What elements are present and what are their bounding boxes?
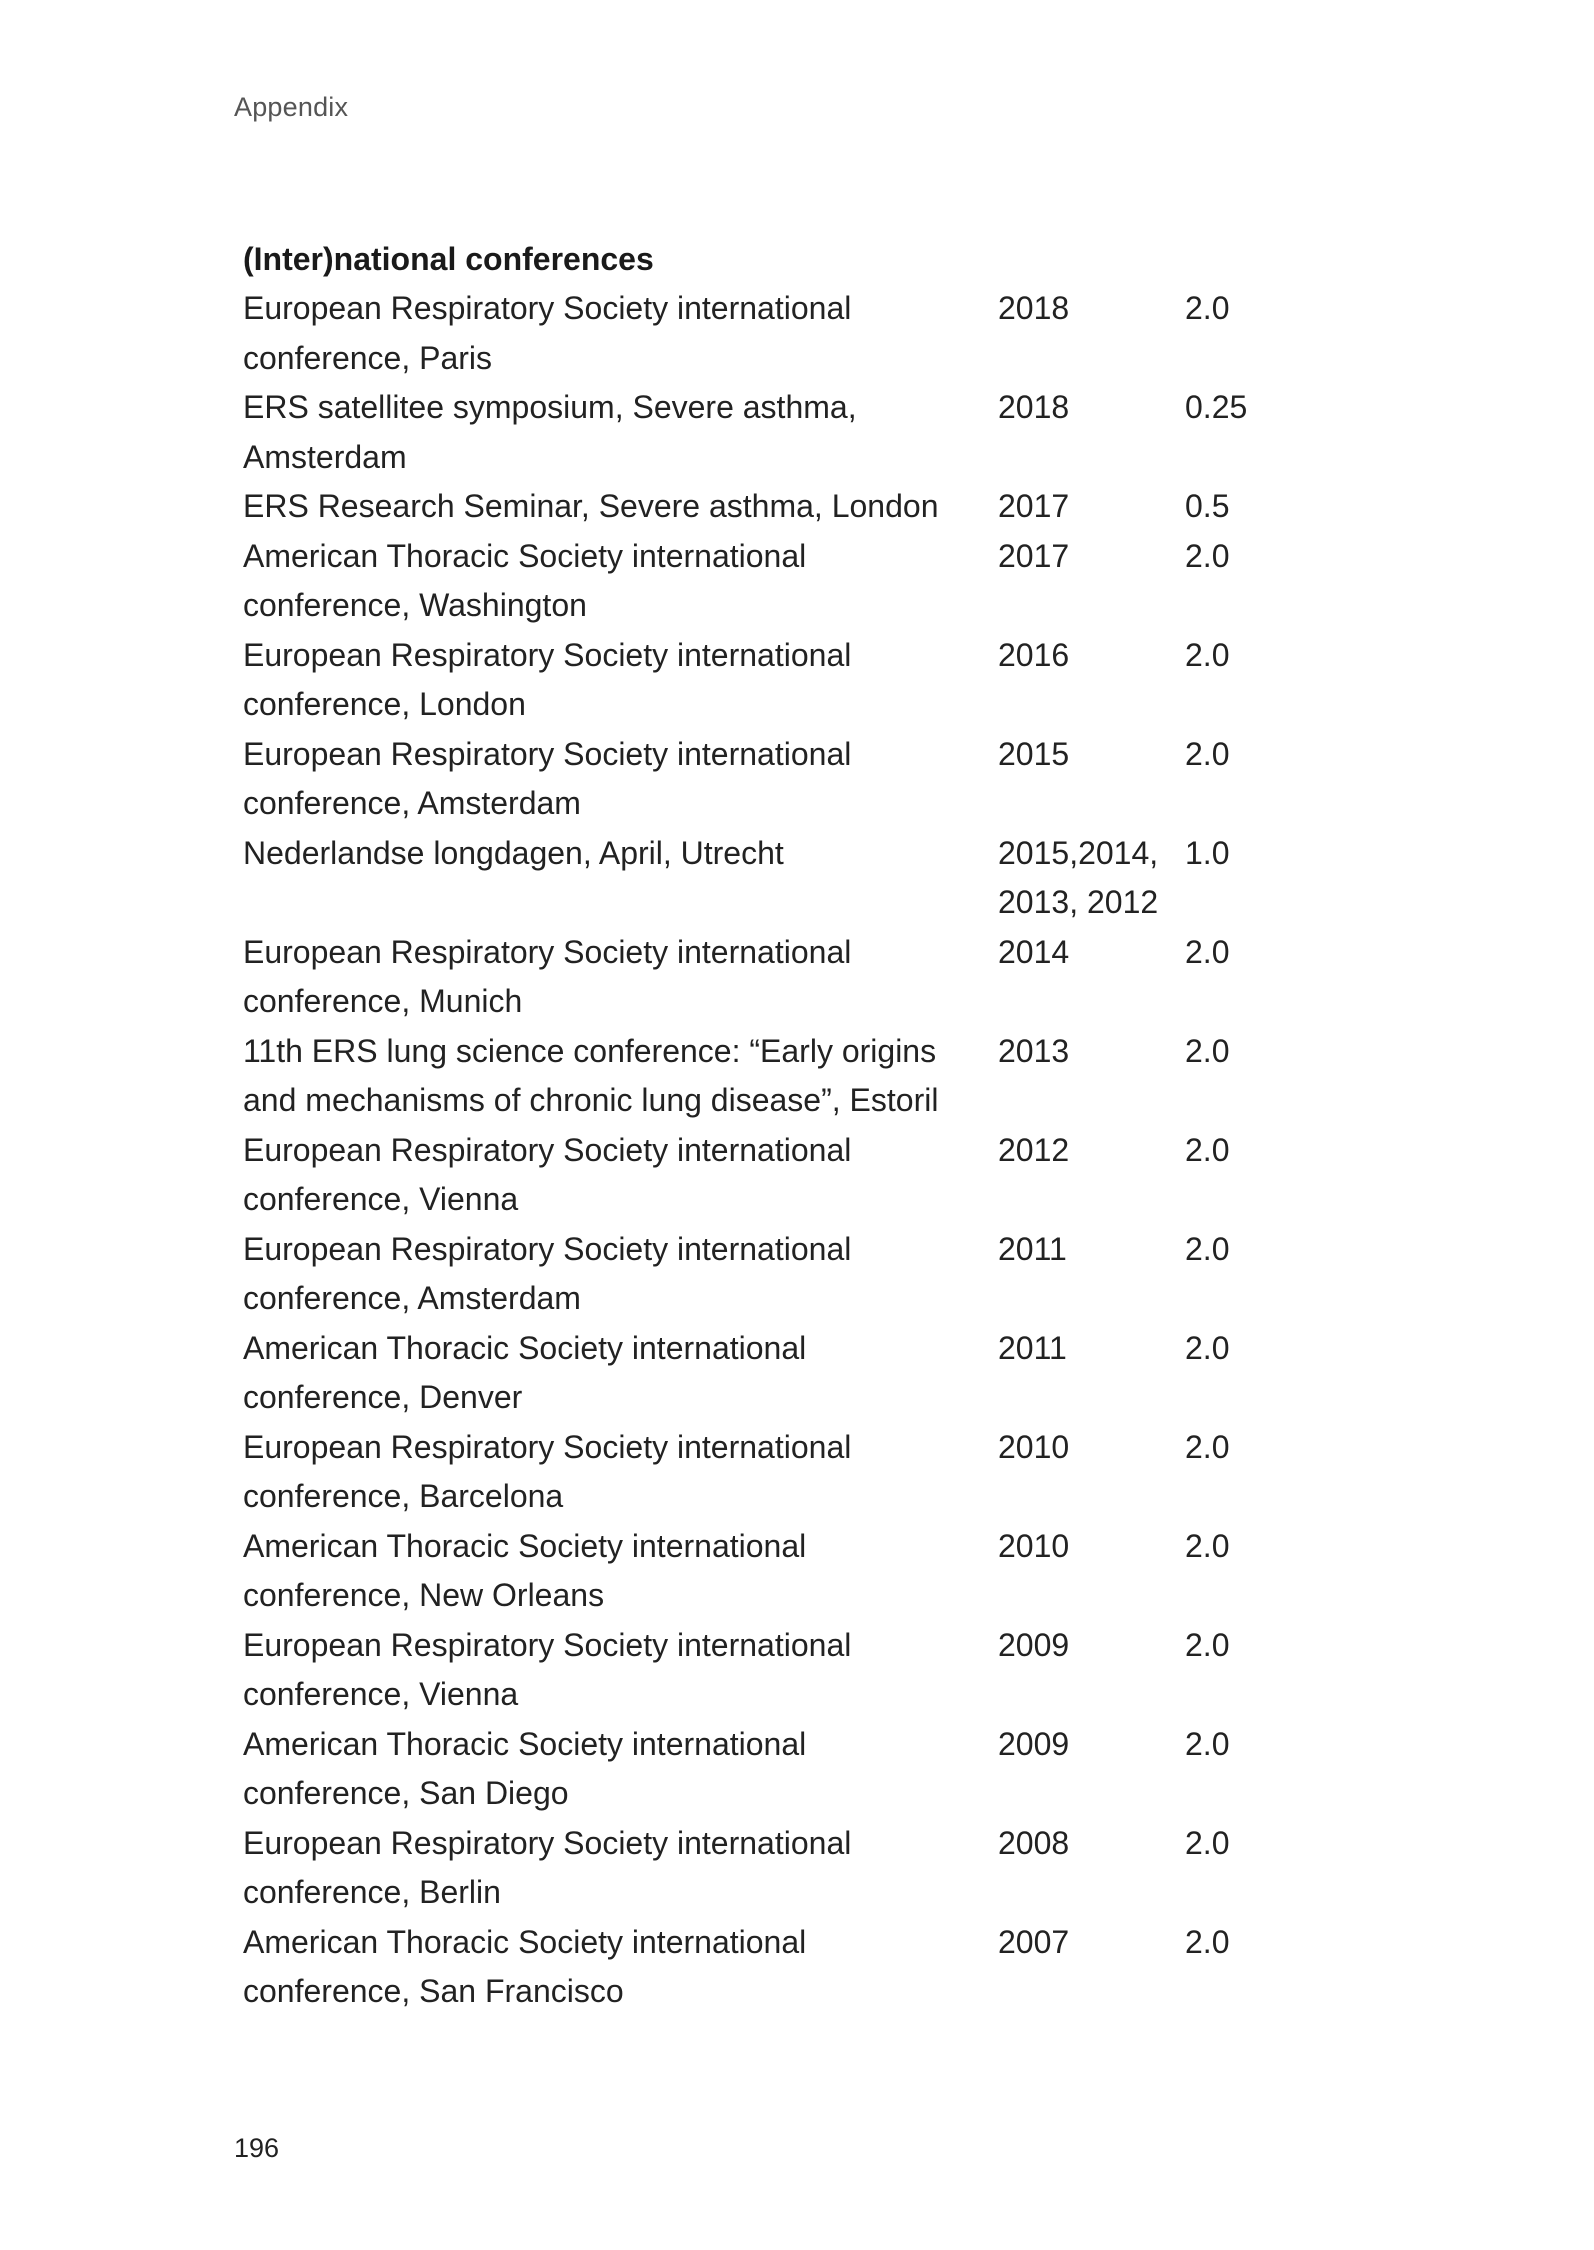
section-title: (Inter)national conferences bbox=[243, 241, 654, 277]
conference-ects: 2.0 bbox=[1185, 537, 1230, 574]
conference-ects: 2.0 bbox=[1185, 1923, 1230, 1960]
conference-ects: 2.0 bbox=[1185, 1230, 1230, 1267]
conference-year: 2010 bbox=[998, 1428, 1070, 1465]
conference-row bbox=[243, 482, 1343, 532]
conference-title: American Thoracic Society international conference, Denver bbox=[243, 1329, 807, 1415]
conference-ects: 2.0 bbox=[1185, 735, 1230, 772]
conference-title: 11th ERS lung science conference: “Early origins and mechanisms of chronic lung disease”, Estoril bbox=[243, 1032, 939, 1118]
conference-title: American Thoracic Society international conference, San Diego bbox=[243, 1725, 807, 1811]
conference-year: 2007 bbox=[998, 1923, 1070, 1960]
conference-title: ERS satellitee symposium, Severe asthma, Amsterdam bbox=[243, 389, 857, 475]
conference-year: 2008 bbox=[998, 1824, 1070, 1861]
conference-ects: 2.0 bbox=[1185, 1032, 1230, 1069]
conference-year: 2009 bbox=[998, 1626, 1070, 1663]
conference-ects: 2.0 bbox=[1185, 290, 1230, 326]
conference-row bbox=[243, 829, 1343, 928]
conference-year: 2017 bbox=[998, 488, 1070, 524]
conference-year: 2017 bbox=[998, 537, 1070, 574]
conference-title: European Respiratory Society international conference, Paris bbox=[243, 290, 852, 376]
conference-year: 2009 bbox=[998, 1725, 1070, 1762]
conference-title: European Respiratory Society international conference, Munich bbox=[243, 933, 852, 1019]
conference-row bbox=[243, 730, 1343, 829]
conference-ects: 2.0 bbox=[1185, 1428, 1230, 1465]
conference-row bbox=[243, 383, 1343, 482]
conference-year: 2016 bbox=[998, 636, 1070, 673]
conference-ects: 2.0 bbox=[1185, 1725, 1230, 1762]
conference-year: 2011 bbox=[998, 1230, 1067, 1267]
conference-title: Nederlandse longdagen, April, Utrecht bbox=[243, 834, 784, 871]
conference-ects: 0.25 bbox=[1185, 389, 1248, 425]
conference-year: 2015 bbox=[998, 735, 1070, 772]
conference-row bbox=[243, 1324, 1343, 1423]
conference-row bbox=[243, 1621, 1343, 1720]
conference-ects: 2.0 bbox=[1185, 1527, 1230, 1564]
conference-year: 2018 bbox=[998, 389, 1070, 425]
conference-row bbox=[243, 284, 1343, 383]
conference-row bbox=[243, 631, 1343, 730]
conference-row bbox=[243, 1720, 1343, 1819]
conference-row bbox=[243, 532, 1343, 631]
conference-ects: 2.0 bbox=[1185, 636, 1230, 673]
conference-title: European Respiratory Society international conference, Barcelona bbox=[243, 1428, 852, 1514]
conference-ects: 2.0 bbox=[1185, 1329, 1230, 1366]
conference-year: 2012 bbox=[998, 1131, 1070, 1168]
conferences-section bbox=[243, 234, 1343, 2017]
conference-year: 2010 bbox=[998, 1527, 1070, 1564]
conference-title: European Respiratory Society international conference, Amsterdam bbox=[243, 735, 852, 821]
conference-title: European Respiratory Society international conference, Vienna bbox=[243, 1626, 852, 1712]
conference-ects: 0.5 bbox=[1185, 488, 1230, 524]
conference-ects: 1.0 bbox=[1185, 834, 1230, 871]
conference-row bbox=[243, 1225, 1343, 1324]
conference-ects: 2.0 bbox=[1185, 1131, 1230, 1168]
conference-title: American Thoracic Society international conference, San Francisco bbox=[243, 1923, 807, 2009]
conference-title: European Respiratory Society international conference, Berlin bbox=[243, 1824, 852, 1910]
conference-year: 2018 bbox=[998, 290, 1070, 326]
conference-title: European Respiratory Society international conference, Amsterdam bbox=[243, 1230, 852, 1316]
conference-year: 2015,2014, 2013, 2012 bbox=[998, 834, 1159, 920]
conference-row bbox=[243, 1126, 1343, 1225]
conference-row bbox=[243, 1027, 1343, 1126]
conference-title: European Respiratory Society international conference, London bbox=[243, 636, 852, 722]
conference-row bbox=[243, 1423, 1343, 1522]
conference-list bbox=[243, 284, 1343, 2017]
conference-year: 2014 bbox=[998, 933, 1070, 970]
conference-title: American Thoracic Society international conference, Washington bbox=[243, 537, 807, 623]
running-head: Appendix bbox=[234, 92, 349, 122]
conference-row bbox=[243, 1819, 1343, 1918]
conference-ects: 2.0 bbox=[1185, 1626, 1230, 1663]
conference-row bbox=[243, 928, 1343, 1027]
conference-ects: 2.0 bbox=[1185, 933, 1230, 970]
conference-title: ERS Research Seminar, Severe asthma, London bbox=[243, 488, 939, 524]
conference-row bbox=[243, 1918, 1343, 2017]
conference-row bbox=[243, 1522, 1343, 1621]
conference-ects: 2.0 bbox=[1185, 1824, 1230, 1861]
conference-title: European Respiratory Society international conference, Vienna bbox=[243, 1131, 852, 1217]
conference-year: 2013 bbox=[998, 1032, 1070, 1069]
conference-year: 2011 bbox=[998, 1329, 1067, 1366]
conference-title: American Thoracic Society international conference, New Orleans bbox=[243, 1527, 807, 1613]
page-number: 196 bbox=[234, 2133, 280, 2163]
